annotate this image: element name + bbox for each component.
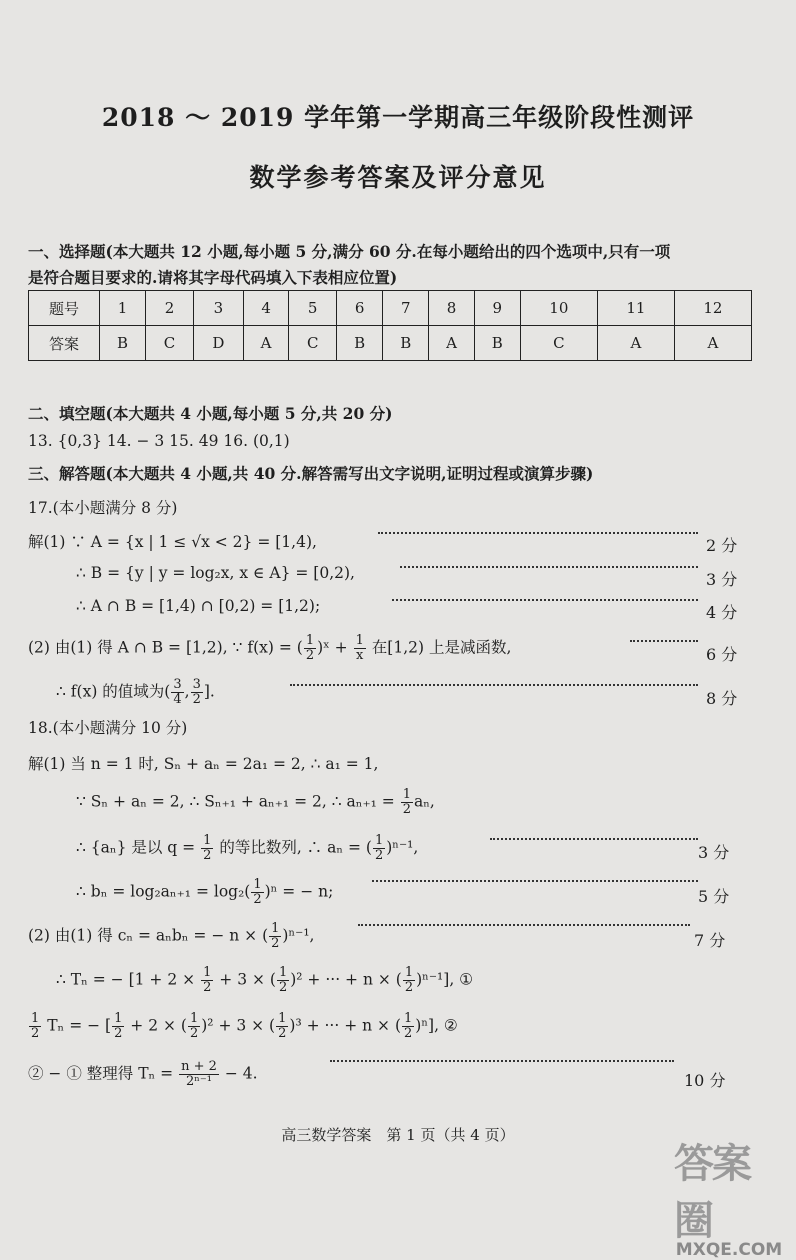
fraction: $\frac{1}{2}$ [404, 1011, 413, 1041]
leader-dots [372, 880, 698, 882]
fraction: $\frac{3}{4}$ [173, 677, 182, 707]
section3-heading: 三、解答题(本大题共 4 小题,共 40 分.解答需写出文字说明,证明过程或演算步骤) [28, 464, 594, 483]
q18-line5-text-b: )ⁿ⁻¹, [282, 926, 315, 945]
section1-line2: 是符合题目要求的.请将其字母代码填入下表相应位置) [28, 268, 398, 287]
q17-line5-text-a: ∴ f(x) 的值域为( [56, 682, 171, 701]
answer-row [29, 326, 752, 361]
score-mark: 5 分 [698, 887, 730, 906]
q17-line5-text-b: ]. [203, 682, 215, 701]
watermark-url: MXQE.COM [675, 1240, 783, 1260]
leader-dots [358, 924, 690, 926]
q18-line7-text-a: Tₙ = − [ [47, 1016, 112, 1035]
section1-line1: 一、选择题(本大题共 12 小题,每小题 5 分,满分 60 分.在每小题给出的四个选项中,只有一项 [28, 242, 671, 261]
q18-line6-text-a: ∴ Tₙ = − [1 + 2 × [56, 970, 196, 989]
fraction: $\frac{1}{2}$ [402, 787, 411, 817]
score-mark: 2 分 [706, 536, 738, 555]
answer-cell: C [146, 326, 194, 361]
leader-dots [392, 599, 698, 601]
question-cell: 6 [337, 291, 383, 326]
fraction: $\frac{n + 2}{\text{2ⁿ⁻¹}}$ [181, 1059, 217, 1089]
q18-line5 [28, 922, 314, 951]
q18-line6-text-b: + 3 × ( [219, 970, 276, 989]
question-cell: 3 [193, 291, 243, 326]
score-mark: 6 分 [706, 645, 738, 664]
question-number-row [29, 291, 752, 326]
q18-line7-text-d: )³ + ··· + n × ( [289, 1016, 401, 1035]
question-cell: 9 [474, 291, 520, 326]
answer-cell: A [243, 326, 288, 361]
question-cell: 2 [146, 291, 194, 326]
answer-cell: A [597, 326, 674, 361]
q18-line4-text-a: ∴ bₙ = log₂aₙ₊₁ = log₂( [76, 882, 251, 901]
q18-line8 [28, 1060, 258, 1089]
answer-cell: A [429, 326, 474, 361]
q18-line4 [76, 878, 333, 907]
leader-dots [290, 684, 698, 686]
q18-line3-text-c: )ⁿ⁻¹, [386, 838, 419, 857]
answer-cell: D [193, 326, 243, 361]
q17-line4-text-a: (2) 由(1) 得 A ∩ B = [1,2), ∵ f(x) = ( [28, 638, 303, 657]
page-title: 2018 ～ 2019 学年第一学期高三年级阶段性测评 [101, 103, 695, 132]
leader-dots [630, 640, 698, 642]
question-cell: 7 [383, 291, 429, 326]
q17-line3: ∴ A ∩ B = [1,4) ∩ [0,2) = [1,2); [76, 597, 321, 615]
fraction: $\frac{1}{x}$ [355, 633, 364, 663]
fraction: $\frac{1}{2}$ [404, 965, 414, 995]
fraction: $\frac{1}{2}$ [305, 633, 315, 663]
q17-heading: 17.(本小题满分 8 分) [28, 499, 178, 517]
q17-line5: ∴ f(x) 的值域为( $\frac{3}{4}$ , $\frac{3}{2}$ ]. [56, 677, 215, 707]
page-subtitle: 数学参考答案及评分意见 [249, 163, 547, 192]
question-cell: 8 [429, 291, 474, 326]
fraction: $\frac{1}{2}$ [278, 1011, 287, 1041]
q18-line1: 解(1) 当 n = 1 时, Sₙ + aₙ = 2a₁ = 2, ∴ a₁ = 1, [28, 755, 379, 773]
fraction: $\frac{1}{2}$ [271, 921, 280, 951]
question-cell: 1 [100, 291, 146, 326]
leader-dots [330, 1060, 674, 1062]
fill-in-answers: 13. {0,3} 14. − 3 15. 49 16. (0,1) [28, 432, 290, 450]
question-cell: 5 [289, 291, 337, 326]
question-cell: 11 [597, 291, 674, 326]
fraction: $\frac{1}{2}$ [203, 833, 212, 863]
q18-line2-text-a: ∵ Sₙ + aₙ = 2, ∴ Sₙ₊₁ + aₙ₊₁ = 2, ∴ aₙ₊₁ = [76, 792, 395, 811]
q18-line7 [28, 1012, 458, 1041]
q18-line3-text-b: 的等比数列, ∴ aₙ = ( [219, 838, 372, 857]
answer-cell: C [520, 326, 597, 361]
fraction: $\frac{1}{2}$ [31, 1011, 40, 1041]
q18-line6-text-c: )² + ··· + n × ( [290, 970, 402, 989]
q18-line2 [76, 788, 435, 817]
answer-cell: B [100, 326, 146, 361]
q18-line2-text-b: aₙ, [413, 792, 435, 811]
fraction: $\frac{1}{2}$ [203, 965, 212, 995]
page-footer: 高三数学答案 第 1 页（共 4 页） [281, 1126, 515, 1144]
score-mark: 8 分 [706, 689, 738, 708]
q18-line7-text-c: )² + 3 × ( [201, 1016, 276, 1035]
q18-line4-text-b: )ⁿ = − n; [264, 882, 334, 901]
row-header-answer: 答案 [29, 326, 100, 361]
q18-line6-text-d: )ⁿ⁻¹], ① [416, 970, 474, 989]
q18-line3-text-a: ∴ {aₙ} 是以 q = [76, 838, 196, 857]
q17-line4-text-b: )ˣ + [317, 638, 348, 657]
answer-cell: B [337, 326, 383, 361]
section2-heading: 二、填空题(本大题共 4 小题,每小题 5 分,共 20 分) [28, 404, 393, 423]
fraction: $\frac{1}{2}$ [189, 1011, 199, 1041]
q17-line1: 解(1) ∵ A = {x | 1 ≤ √x < 2} = [1,4), [28, 533, 317, 551]
q17-line4 [28, 634, 511, 663]
score-mark: 7 分 [694, 931, 726, 950]
q18-heading: 18.(本小题满分 10 分) [28, 719, 188, 737]
leader-dots [490, 838, 698, 840]
watermark-logo [674, 1132, 784, 1260]
fraction: $\frac{3}{2}$ [192, 677, 201, 707]
answer-cell: A [674, 326, 751, 361]
score-mark: 10 分 [684, 1071, 726, 1090]
q18-line8-text-b: − 4. [224, 1064, 258, 1083]
fraction: $\frac{1}{2}$ [253, 877, 262, 907]
score-mark: 3 分 [706, 570, 738, 589]
q18-line5-text-a: (2) 由(1) 得 cₙ = aₙbₙ = − n × ( [28, 926, 269, 945]
answer-cell: C [289, 326, 337, 361]
question-cell: 4 [243, 291, 288, 326]
q18-line7-text-b: + 2 × ( [130, 1016, 187, 1035]
q18-line3 [76, 834, 418, 863]
question-cell: 12 [674, 291, 751, 326]
q18-line8-text-a: ② − ① 整理得 Tₙ = [28, 1064, 174, 1083]
row-header-question: 题号 [29, 291, 100, 326]
score-mark: 4 分 [706, 603, 738, 622]
leader-dots [378, 532, 698, 534]
q17-line4-text-c: 在[1,2) 上是减函数, [371, 638, 512, 657]
q17-line2: ∴ B = {y | y = log₂x, x ∈ A} = [0,2), [76, 564, 355, 582]
score-mark: 3 分 [698, 843, 730, 862]
answer-table [28, 290, 752, 361]
fraction: $\frac{1}{2}$ [114, 1011, 123, 1041]
leader-dots [400, 566, 698, 568]
fraction: $\frac{1}{2}$ [278, 965, 288, 995]
q18-line7-text-e: )ⁿ], ② [415, 1016, 458, 1035]
watermark-logo-text: 答案圈 [674, 1141, 750, 1244]
answer-cell: B [383, 326, 429, 361]
q18-line6 [56, 966, 473, 995]
fraction: $\frac{1}{2}$ [374, 833, 384, 863]
answer-cell: B [474, 326, 520, 361]
question-cell: 10 [520, 291, 597, 326]
